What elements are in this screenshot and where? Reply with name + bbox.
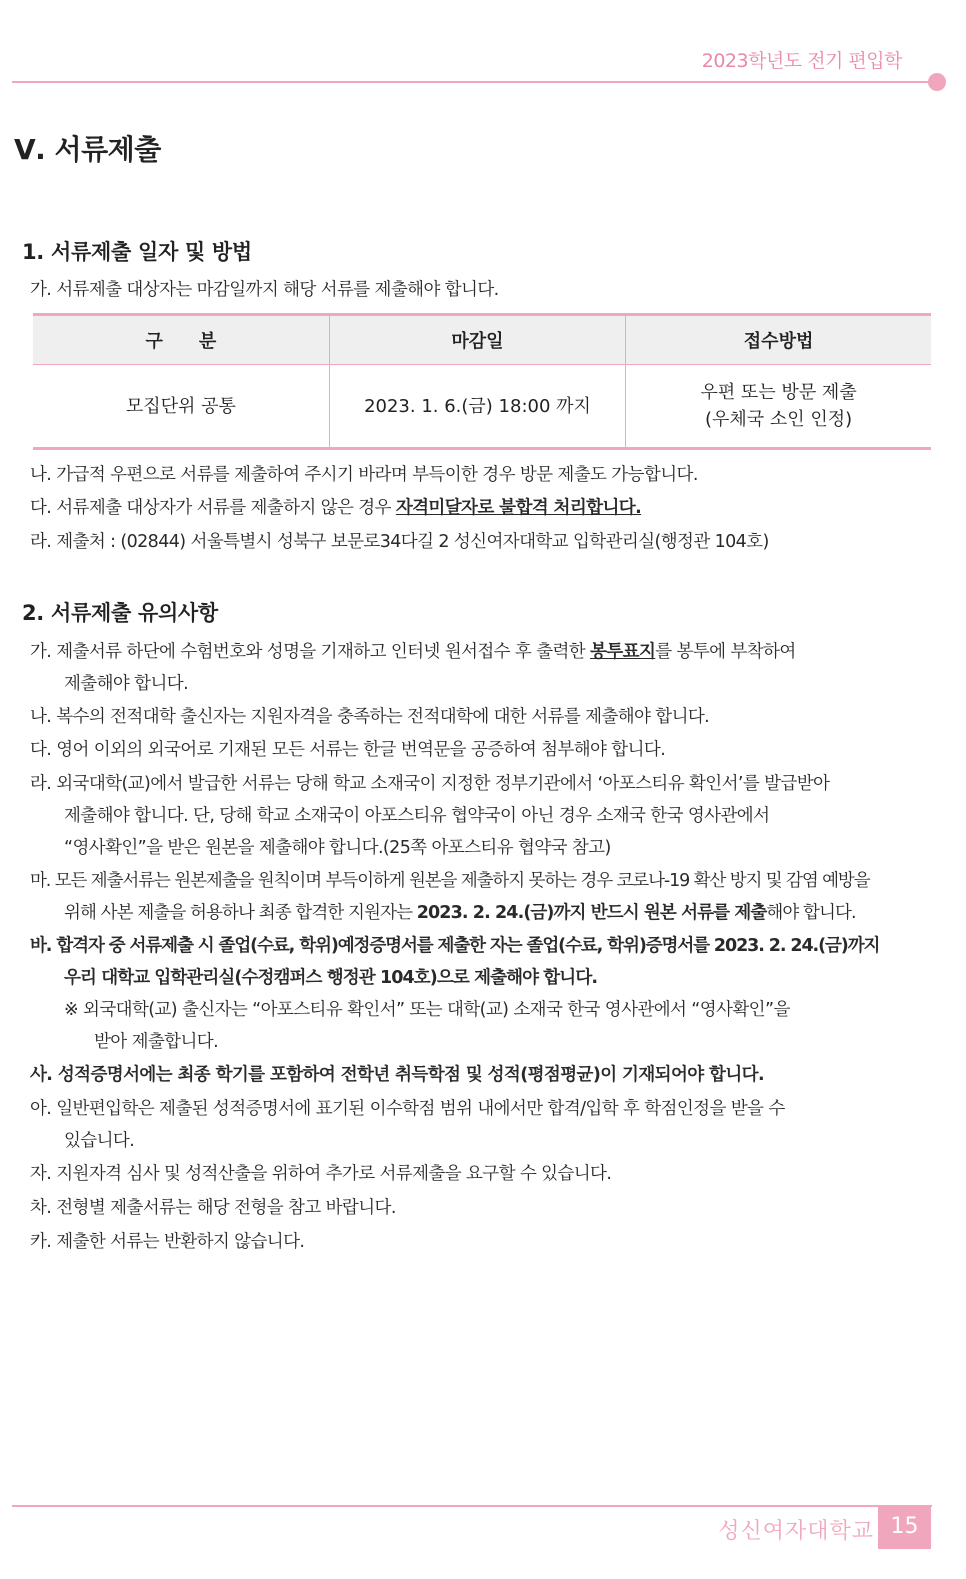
subsection-title-2: 2. 서류제출 유의사항 — [22, 601, 218, 625]
s2-item-ja: 자. 지원자격 심사 및 성적산출을 위하여 추가로 서류제출을 요구할 수 있습니다. — [30, 1164, 612, 1184]
table-header-deadline: 마감일 — [329, 315, 625, 365]
s2-item-ba-cont: 우리 대학교 입학관리실(수정캠퍼스 행정관 104호)으로 제출해야 합니다. — [64, 968, 598, 988]
footer-school-name: 성신여자대학교 — [718, 1519, 874, 1544]
s2-item-ga — [30, 640, 932, 664]
header-dot — [928, 73, 946, 91]
table-header-method: 접수방법 — [626, 315, 931, 365]
s2-item-ra-cont-2: “영사확인”을 받은 원본을 제출해야 합니다.(25쪽 아포스티유 협약국 참고) — [64, 838, 611, 858]
s2-item-ba-note: ※ 외국대학(교) 출신자는 “아포스티유 확인서” 또는 대학(교) 소재국 한국 영사관에서 “영사확인”을 — [64, 1000, 790, 1020]
s2-item-sa: 사. 성적증명서에는 최종 학기를 포함하여 전학년 취득학점 및 성적(평점평균)이 기재되어야 합니다. — [30, 1065, 765, 1085]
s2-item-ga-cont: 제출해야 합니다. — [64, 674, 189, 694]
footer-divider — [12, 1505, 932, 1507]
s1-da-text: 다. 서류제출 대상자가 서류를 제출하지 않은 경우 — [30, 498, 396, 518]
s2-ma-text-end: 해야 합니다. — [766, 903, 856, 923]
method-line-2: (우체국 소인 인정) — [704, 409, 853, 430]
s1-da-emphasis: 자격미달자로 불합격 처리합니다. — [395, 498, 642, 518]
s2-ga-text-end: 를 봉투에 부착하여 — [655, 642, 796, 662]
s1-item-na: 나. 가급적 우편으로 서류를 제출하여 주시기 바라며 부득이한 경우 방문 제출도 가능합니다. — [30, 465, 698, 485]
method-line-1: 우편 또는 방문 제출 — [700, 382, 857, 403]
s2-item-ma-cont — [64, 901, 932, 925]
s2-item-ra-cont-1: 제출해야 합니다. 단, 당해 학교 소재국이 아포스티유 협약국이 아닌 경우 소재국 한국 영사관에서 — [64, 806, 770, 826]
table-row — [33, 365, 931, 449]
s1-item-da — [30, 496, 932, 520]
s2-ma-text: 위해 사본 제출을 허용하나 최종 합격한 지원자는 — [64, 903, 417, 923]
table-cell-category: 모집단위 공통 — [33, 365, 329, 449]
s2-ga-text: 가. 제출서류 하단에 수험번호와 성명을 기재하고 인터넷 원서접수 후 출력한 — [30, 642, 591, 662]
page-number: 15 — [878, 1505, 931, 1549]
s2-item-ba-note-cont: 받아 제출합니다. — [94, 1032, 219, 1052]
s1-item-ra: 라. 제출처 : (02844) 서울특별시 성북구 보문로34다길 2 성신여자대학교 입학관리실(행정관 104호) — [30, 532, 769, 552]
s2-item-na: 나. 복수의 전적대학 출신자는 지원자격을 충족하는 전적대학에 대한 서류를 제출해야 합니다. — [30, 707, 710, 727]
table-header-category: 구 분 — [33, 315, 329, 365]
header-divider — [12, 81, 940, 83]
s2-ma-emphasis: 2023. 2. 24.(금)까지 반드시 원본 서류를 제출 — [416, 903, 767, 923]
section-title: Ⅴ. 서류제출 — [14, 133, 161, 166]
subsection-title-1: 1. 서류제출 일자 및 방법 — [22, 240, 252, 264]
s2-item-a-cont: 있습니다. — [64, 1131, 135, 1151]
s2-item-da: 다. 영어 이외의 외국어로 기재된 모든 서류는 한글 번역문을 공증하여 첨부해야 합니다. — [30, 740, 666, 760]
s2-item-ma: 마. 모든 제출서류는 원본제출을 원칙이며 부득이하게 원본을 제출하지 못하는 경우 코로나-19 확산 방지 및 감염 예방을 — [30, 871, 870, 891]
deadline-table — [33, 313, 931, 450]
s2-item-ba: 바. 합격자 중 서류제출 시 졸업(수료, 학위)예정증명서를 제출한 자는 졸업(수료, 학위)증명서를 2023. 2. 24.(금)까지 — [30, 936, 880, 956]
s2-ga-emphasis: 봉투표지 — [590, 642, 656, 662]
table-header-row — [33, 315, 931, 365]
table-cell-deadline: 2023. 1. 6.(금) 18:00 까지 — [329, 365, 625, 449]
header-label: 2023학년도 전기 편입학 — [701, 50, 902, 72]
s2-item-a: 아. 일반편입학은 제출된 성적증명서에 표기된 이수학점 범위 내에서만 합격/입학 후 학점인정을 받을 수 — [30, 1099, 785, 1119]
s1-item-ga: 가. 서류제출 대상자는 마감일까지 해당 서류를 제출해야 합니다. — [30, 280, 499, 300]
s2-item-cha: 차. 전형별 제출서류는 해당 전형을 참고 바랍니다. — [30, 1198, 396, 1218]
table-cell-method — [626, 365, 931, 449]
s2-item-ra: 라. 외국대학(교)에서 발급한 서류는 당해 학교 소재국이 지정한 정부기관에서 ‘아포스티유 확인서’를 발급받아 — [30, 774, 830, 794]
s2-item-ka: 카. 제출한 서류는 반환하지 않습니다. — [30, 1232, 305, 1252]
